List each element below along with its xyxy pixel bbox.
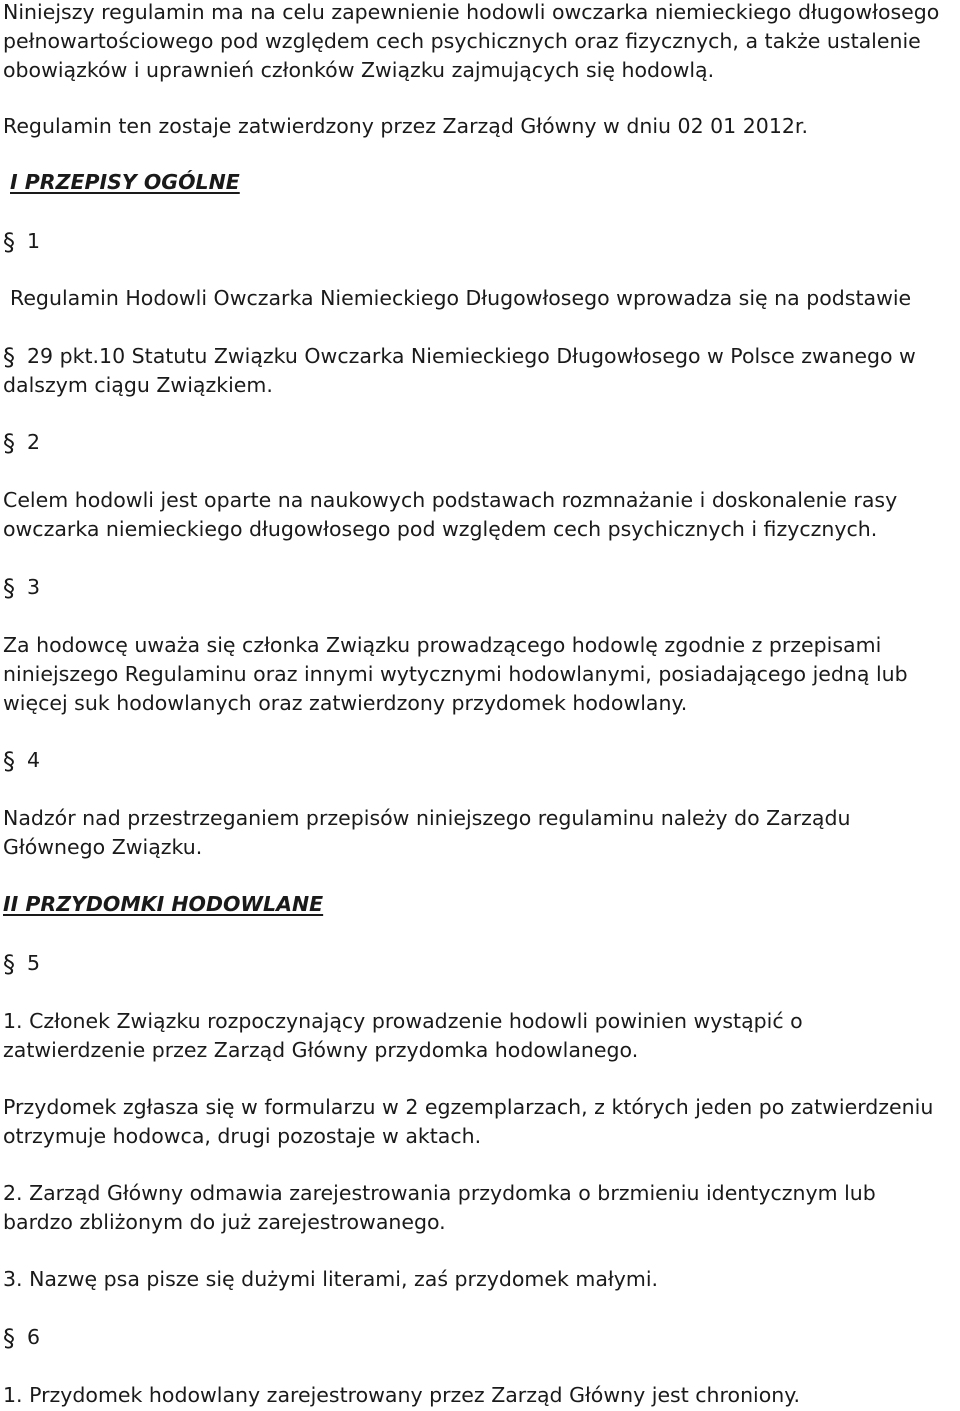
section-5-p4: 3. Nazwę psa pisze się dużymi literami, zaś przydomek małymi. bbox=[3, 1267, 659, 1291]
section-sign-icon: § bbox=[3, 747, 15, 775]
section-sign-icon: § bbox=[3, 574, 15, 602]
section-sign-icon: § bbox=[3, 343, 15, 371]
section-1-marker bbox=[3, 229, 40, 254]
section-4-text-line-1: Nadzór nad przestrzeganiem przepisów niniejszego regulaminu należy do Zarządu bbox=[3, 806, 851, 830]
section-5-p2-line-2: otrzymuje hodowca, drugi pozostaje w aktach. bbox=[3, 1124, 482, 1148]
section-1-text-line-3: dalszym ciągu Związkiem. bbox=[3, 373, 273, 397]
section-4-marker bbox=[3, 748, 40, 773]
section-5-marker bbox=[3, 951, 40, 976]
section-number: 4 bbox=[27, 748, 41, 772]
section-5-p3-line-1: 2. Zarząd Główny odmawia zarejestrowania przydomka o brzmieniu identycznym lub bbox=[3, 1181, 876, 1205]
section-6-p1: 1. Przydomek hodowlany zarejestrowany przez Zarząd Główny jest chroniony. bbox=[3, 1383, 801, 1407]
section-number: 2 bbox=[27, 430, 41, 454]
section-3-text-line-1: Za hodowcę uważa się członka Związku prowadzącego hodowlę zgodnie z przepisami bbox=[3, 633, 882, 657]
section-5-p1-line-1: 1. Członek Związku rozpoczynający prowadzenie hodowli powinien wystąpić o bbox=[3, 1009, 803, 1033]
section-number: 1 bbox=[27, 229, 41, 253]
chapter-2-heading: II PRZYDOMKI HODOWLANE bbox=[3, 892, 324, 916]
intro-line-3: obowiązków i uprawnień członków Związku zajmujących się hodowlą. bbox=[3, 58, 715, 82]
section-number: 5 bbox=[27, 951, 41, 975]
section-5-p1-line-2: zatwierdzenie przez Zarząd Główny przydomka hodowlanego. bbox=[3, 1038, 639, 1062]
section-number: 3 bbox=[27, 575, 41, 599]
approval-line: Regulamin ten zostaje zatwierdzony przez Zarząd Główny w dniu 02 01 2012r. bbox=[3, 114, 808, 138]
intro-line-2: pełnowartościowego pod względem cech psychicznych oraz fizycznych, a także ustalenie bbox=[3, 29, 921, 53]
section-5-p3-line-2: bardzo zbliżonym do już zarejestrowanego. bbox=[3, 1210, 446, 1234]
intro-line-1: Niniejszy regulamin ma na celu zapewnienie hodowli owczarka niemieckiego długowłosego bbox=[3, 0, 940, 24]
section-1-text-line-1: Regulamin Hodowli Owczarka Niemieckiego Długowłosego wprowadza się na podstawie bbox=[10, 286, 912, 310]
section-2-text-line-2: owczarka niemieckiego długowłosego pod względem cech psychicznych i fizycznych. bbox=[3, 517, 878, 541]
chapter-1-heading: I PRZEPISY OGÓLNE bbox=[10, 170, 240, 194]
section-3-text-line-2: niniejszego Regulaminu oraz innymi wytycznymi hodowlanymi, posiadającego jedną lub bbox=[3, 662, 908, 686]
section-3-marker bbox=[3, 575, 40, 600]
section-3-text-line-3: więcej suk hodowlanych oraz zatwierdzony przydomek hodowlany. bbox=[3, 691, 688, 715]
section-6-marker bbox=[3, 1325, 40, 1350]
section-number: 6 bbox=[27, 1325, 41, 1349]
section-2-marker bbox=[3, 430, 40, 455]
section-1-reference bbox=[3, 344, 916, 369]
section-1-text-line-2: 29 pkt.10 Statutu Związku Owczarka Niemieckiego Długowłosego w Polsce zwanego w bbox=[27, 344, 916, 368]
section-5-p2-line-1: Przydomek zgłasza się w formularzu w 2 egzemplarzach, z których jeden po zatwierdzeniu bbox=[3, 1095, 934, 1119]
section-4-text-line-2: Głównego Związku. bbox=[3, 835, 203, 859]
section-sign-icon: § bbox=[3, 429, 15, 457]
section-sign-icon: § bbox=[3, 950, 15, 978]
section-sign-icon: § bbox=[3, 1324, 15, 1352]
section-2-text-line-1: Celem hodowli jest oparte na naukowych podstawach rozmnażanie i doskonalenie rasy bbox=[3, 488, 898, 512]
section-sign-icon: § bbox=[3, 228, 15, 256]
